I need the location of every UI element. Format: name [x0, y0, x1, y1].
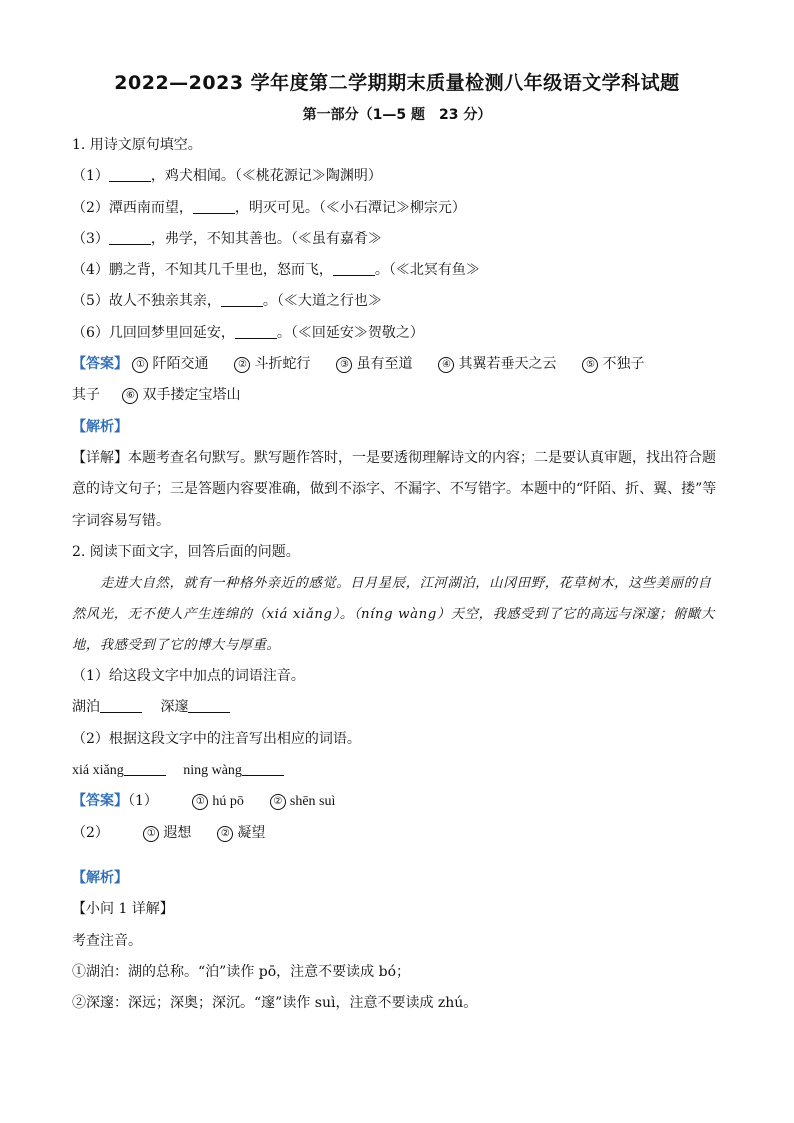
- answer-number: ①: [132, 357, 148, 373]
- item-text-before: 鹏之背，不知其几千里也，怒而飞，: [108, 262, 333, 279]
- q2-sub1-blanks: [72, 692, 722, 723]
- detail-line: 考查注音。: [72, 932, 142, 949]
- q2-stem: 2. 阅读下面文字，回答后面的问题。: [72, 543, 300, 560]
- q2-sub1: （1）给这段文字中加点的词语注音。: [72, 668, 305, 685]
- answer-label: 【答案】: [72, 793, 128, 810]
- q2-answer-row-1: [72, 786, 722, 817]
- answer-number: ⑤: [582, 357, 598, 373]
- answer-text: hú pō: [212, 794, 244, 810]
- answer-number: ②: [234, 357, 250, 373]
- answer-text: 虽有至道: [356, 356, 413, 373]
- answer-part-label: （2）: [72, 824, 109, 841]
- answer-item: [132, 356, 208, 372]
- item-text-after: ，弗学，不知其善也。（≪虽有嘉肴≫: [150, 230, 382, 247]
- fill-item: [72, 193, 722, 224]
- answer-text: 阡陌交通: [152, 356, 209, 373]
- blank-line[interactable]: [235, 324, 277, 339]
- item-text-before: 几回回梦里回延安，: [108, 324, 235, 341]
- blank-line[interactable]: [221, 292, 263, 307]
- q1-items: [72, 161, 722, 349]
- fill-item: [72, 224, 722, 255]
- answer-number: ③: [336, 357, 352, 373]
- item-text-after: 。（≪回延安≫贺敬之）: [276, 324, 424, 341]
- answer-text: shēn suì: [289, 794, 336, 810]
- answer-item: [192, 794, 244, 809]
- answer-item: [336, 356, 412, 372]
- document-page: [72, 66, 722, 1019]
- answer-item: [438, 356, 556, 372]
- q2-detail: [72, 926, 722, 1020]
- item-number: （3）: [72, 230, 109, 247]
- blank-line[interactable]: [193, 199, 235, 214]
- answer-item: [122, 387, 240, 403]
- item-number: （6）: [72, 324, 109, 341]
- answer-label: 【答案】: [72, 356, 128, 373]
- q2-answers-2: [143, 825, 291, 841]
- item-text-after: 。（≪大道之行也≫: [262, 293, 382, 310]
- q2-answer-row-2: [72, 818, 722, 849]
- answer-text: 其翼若垂天之云: [458, 356, 557, 373]
- item-number: （5）: [72, 293, 109, 310]
- answer-number: ②: [217, 826, 233, 842]
- page-title: 2022—2023 学年度第二学期期末质量检测八年级语文学科试题: [114, 72, 680, 94]
- item-text-before: 故人不独亲其亲，: [108, 293, 221, 310]
- q1-stem: 1. 用诗文原句填空。: [72, 137, 202, 153]
- answer-item: [582, 356, 644, 372]
- answer-text: 双手搂定宝塔山: [142, 387, 241, 404]
- answer-cont-prefix: 其子: [72, 387, 100, 404]
- item-number: （1）: [72, 168, 109, 185]
- answer-item: [234, 356, 310, 372]
- q2-passage: 走进大自然，就有一种格外亲近的感觉。日月星辰，江河湖泊，山冈田野，花草树木，这些美丽的自然风光，无不使人产生连绵的（xiá xiǎng）。（níng wàng）天空，我感受到了它的高远与深邃；俯瞰大地，我感受到了它的博大与厚重。: [72, 576, 715, 654]
- detail-line: ①湖泊：湖的总称。“泊”读作 pō，注意不要读成 bó；: [72, 963, 410, 980]
- answer-number: ①: [143, 826, 159, 842]
- blank-line[interactable]: [109, 230, 151, 245]
- answer-number: ①: [192, 794, 208, 810]
- answer-number: ⑥: [122, 388, 138, 404]
- q1-detail: 【详解】本题考查名句默写。默写题作答时，一是要透彻理解诗文的内容；二是要认真审题，找出符合题意的诗文句子；三是答题内容要准确，做到不添字、不漏字、不写错字。本题中的“阡陌、折、翼、搂”等字词容易写错。: [72, 449, 717, 529]
- item-text-after: ，鸡犬相闻。（≪桃花源记≫陶渊明）: [150, 168, 382, 185]
- q1-answer-row-cont: [72, 380, 722, 411]
- item-number: （2）: [72, 199, 109, 216]
- q2-sub2-blanks: [72, 755, 722, 786]
- answer-item: [270, 794, 336, 809]
- item-number: （4）: [72, 262, 109, 279]
- q1-answers: [132, 356, 670, 372]
- section-subtitle: 第一部分（1—5 题 23 分）: [302, 107, 492, 123]
- analysis-label: 【解析】: [72, 869, 128, 886]
- blank-line[interactable]: [100, 698, 142, 713]
- answer-text: 不独子: [602, 356, 645, 373]
- blank-label: xiá xiǎng: [72, 763, 124, 779]
- fill-item: [72, 255, 722, 286]
- item-text-after: ，明灭可见。（≪小石潭记≫柳宗元）: [234, 199, 466, 216]
- blank-label: ning wàng: [183, 763, 242, 779]
- analysis-label: 【解析】: [72, 418, 128, 435]
- blank-line[interactable]: [188, 698, 230, 713]
- answer-number: ②: [270, 794, 286, 810]
- item-text-after: 。（≪北冥有鱼≫: [374, 262, 480, 279]
- fill-item: [72, 286, 722, 317]
- blank-line[interactable]: [109, 167, 151, 182]
- blank-line[interactable]: [242, 761, 284, 776]
- sub-detail-label: 【小问 1 详解】: [72, 901, 174, 918]
- blank-label: 深邃: [160, 699, 189, 716]
- q2-answers-1: [192, 794, 361, 809]
- blank-label: 湖泊: [72, 699, 100, 716]
- answer-part-label: （1）: [128, 793, 158, 810]
- detail-line: ②深邃：深远；深奥；深沉。“邃”读作 suì，注意不要读成 zhú。: [72, 995, 478, 1012]
- answer-item: [217, 825, 265, 841]
- q1-answer-row: [72, 349, 722, 380]
- fill-item: [72, 161, 722, 192]
- blank-line[interactable]: [124, 761, 166, 776]
- q2-sub2: （2）根据这段文字中的注音写出相应的词语。: [72, 730, 361, 747]
- item-text-before: 潭西南而望，: [108, 199, 193, 216]
- fill-item: [72, 318, 722, 349]
- answer-text: 遐想: [163, 824, 192, 841]
- answer-item: [143, 825, 191, 841]
- blank-line[interactable]: [333, 261, 375, 276]
- answer-text: 斗折蛇行: [254, 356, 311, 373]
- answer-text: 凝望: [237, 824, 266, 841]
- answer-number: ④: [438, 357, 454, 373]
